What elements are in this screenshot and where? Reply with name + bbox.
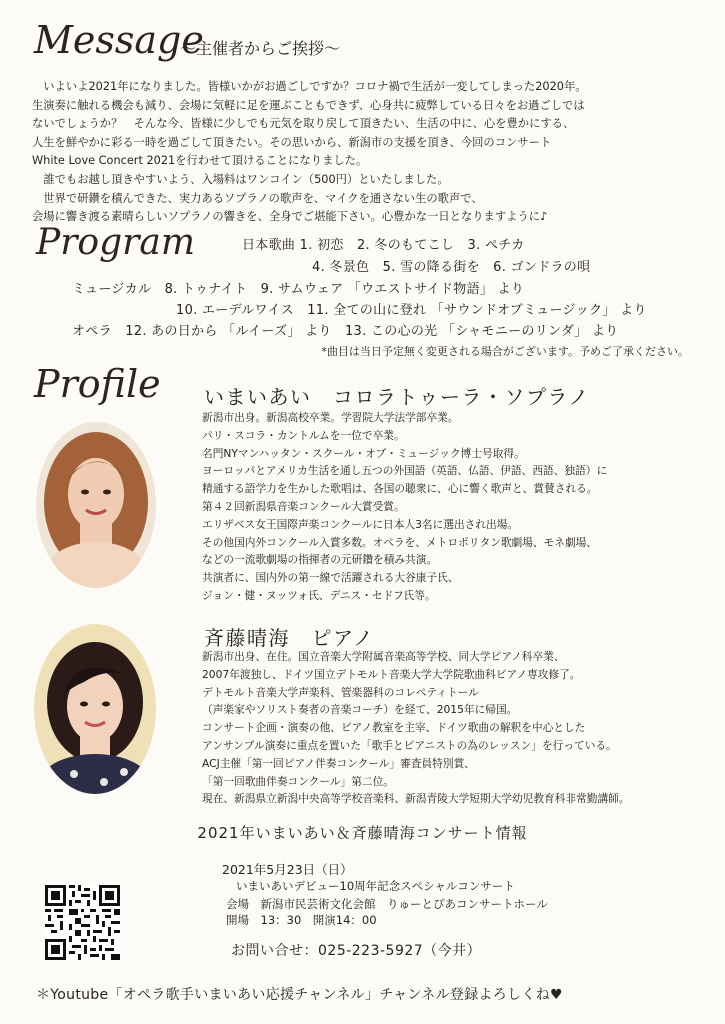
bio-line: デトモルト音楽大学声楽科、管楽器科のコレペティトール	[202, 685, 479, 699]
message-body	[32, 78, 700, 227]
program-heading: Program	[36, 222, 195, 263]
bio-line: 第４２回新潟県音楽コンクール大賞受賞。	[202, 499, 405, 513]
message-line: 誰でもお越し頂きやすいよう、入場料はワンコイン（500円）といたしました。	[32, 172, 449, 186]
bio-line: アンサンブル演奏に重点を置いた「歌手とピアニストの為のレッスン」を行っている。	[202, 738, 617, 752]
bio-line: ACJ主催「第一回ピアノ伴奏コンクール」審査員特別賞、	[202, 756, 475, 770]
profile-heading: Profile	[34, 362, 161, 406]
program-note: *曲目は当日予定無く変更される場合がございます。予めご了承ください。	[321, 345, 689, 358]
bio-line: パリ・スコラ・カントルムを一位で卒業。	[202, 428, 405, 442]
message-line: ないでしょうか？ そんな今、皆様に少しでも元気を取り戻して頂きたい、生活の中に、心を豊かにする、	[32, 117, 575, 131]
bio-line: 2007年渡独し、ドイツ国立デトモルト音楽大学大学院歌曲科ピアノ専攻修了。	[202, 667, 581, 681]
concert-info-heading: 2021年いまいあい＆斉藤晴海コンサート情報	[197, 824, 528, 842]
message-line: 人生を鮮やかに彩る一時を過ごして頂きたい。その思いから、新潟市の支援を頂き、今回のコンサート	[32, 135, 552, 149]
bio-line: 新潟市出身。新潟高校卒業。学習院大学法学部卒業。	[202, 411, 459, 424]
program-line-opera: オペラ 12. あの日から 「ルイーズ」 より 13. この心の光 「シャモニーのリンダ」 より	[72, 324, 619, 339]
pianist-name: 斉藤晴海 ピアノ	[204, 626, 375, 650]
bio-line: 共演者に、国内外の第一線で活躍される大谷康子氏、	[202, 571, 459, 585]
program-line-musical: ミュージカル 8. トゥナイト 9. サムウェア 「ウエストサイド物語」 より	[72, 282, 525, 297]
message-line: White Love Concert 2021を行わせて頂けることになりました。	[32, 154, 368, 168]
bio-line: 精通する語学力を生かした歌唱は、各国の聴衆に、心に響く歌声と、賞賛される。	[202, 482, 598, 496]
message-heading: Message	[34, 18, 204, 62]
concert-date: 2021年5月23日（日）	[222, 862, 353, 877]
message-line: 生演奏に触れる機会も減り、会場に気軽に足を運ぶこともできず、心身共に疲弊している日々をお過ごしでは	[32, 98, 585, 112]
bio-line: 名門NYマンハッタン・スクール・オブ・ミュージック博士号取得。	[202, 446, 525, 460]
pianist-bio	[202, 648, 630, 808]
bio-line: エリザベス女王国際声楽コンクールに日本人3名に選出され出場。	[202, 517, 519, 531]
concert-event: いまいあいデビュー10周年記念スペシャルコンサート	[236, 879, 515, 893]
qr-code[interactable]	[45, 885, 120, 960]
youtube-channel-note: ＊Youtube「オペラ歌手いまいあい応援チャンネル」チャンネル登録よろしくね♥	[36, 987, 563, 1003]
bio-line: その他国内外コンクール入賞多数。オペラを、メトロポリタン歌劇場、モネ劇場、	[202, 535, 598, 549]
bio-line: などの一流歌劇場の指揮者の元研鑽を積み共演。	[202, 553, 438, 567]
soprano-portrait	[36, 422, 156, 588]
message-line: 世界で研鑽を積んできた、実力あるソプラノの歌声を、マイクを通さない生の歌声で、	[32, 191, 483, 205]
bio-line: コンサート企画・演奏の他、ピアノ教室を主宰、ドイツ歌曲の解釈を中心とした	[202, 721, 586, 735]
bio-line: 現在、新潟県立新潟中央高等学校音楽科、新潟青陵大学短期大学幼児教育科非常勤講師。	[202, 792, 630, 806]
bio-line: ジョン・健・ヌッツォ氏、デニス・セドフ氏等。	[202, 588, 436, 602]
bio-line: ヨーロッパとアメリカ生活を通し五つの外国語（英語、仏語、伊語、西語、独語）に	[202, 464, 608, 478]
soprano-name: いまいあい コロラトゥーラ・ソプラノ	[204, 385, 590, 409]
program-line-musical-cont: 10. エーデルワイス 11. 全ての山に登れ 「サウンドオブミュージック」 より	[176, 303, 647, 318]
concert-times: 開場 13：30 開演14：00	[226, 913, 377, 927]
contact-phone: お問い合せ：025-223-5927（今井）	[231, 943, 482, 959]
bio-line: 新潟市出身、在住。国立音楽大学附属音楽高等学校、同大学ピアノ科卒業、	[202, 650, 565, 663]
concert-venue: 会場 新潟市民芸術文化会館 りゅーとぴあコンサートホール	[226, 897, 548, 911]
bio-line: 「第一回歌曲伴奏コンクール」第二位。	[202, 774, 394, 788]
soprano-bio	[202, 409, 607, 605]
bio-line: （声楽家やソリスト奏者の音楽コーチ）を経て、2015年に帰国。	[202, 703, 518, 717]
program-line-japanese-songs-cont: 4. 冬景色 5. 雪の降る街を 6. ゴンドラの唄	[312, 260, 591, 275]
message-subtitle: ～主催者からご挨拶～	[180, 39, 341, 58]
message-line: いよいよ2021年になりました。皆様いかがお過ごしですか？コロナ禍で生活が一変してしまった2020年。	[32, 80, 587, 93]
program-line-japanese-songs: 日本歌曲 1. 初恋 2. 冬のもてこし 3. ペチカ	[242, 238, 525, 253]
message-line: 会場に響き渡る素晴らしいソプラノの響きを、全身でご堪能下さい。心豊かな一日となりますように♪	[32, 210, 548, 224]
pianist-portrait	[34, 624, 156, 794]
